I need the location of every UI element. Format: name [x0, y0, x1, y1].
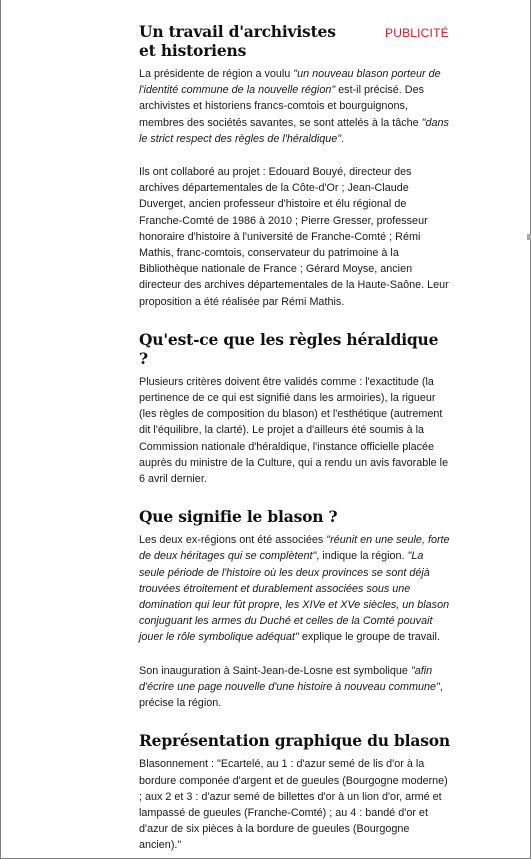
- article-paragraph: [139, 663, 451, 712]
- quote-text: "afin d'écrire une page nouvelle d'une histoire à nouveau commune": [139, 664, 440, 693]
- paragraph-text: est-il précisé. Des archivistes et historiens francs-comtois et bourguignons, membres des sociétés savantes, se sont attelés à la tâche: [139, 84, 424, 129]
- quote-text: "La seule période de l'histoire où les deux provinces se sont déjà trouvées étroitement et durablement associées sous une domination qui leur fût propre, les XIVe et XVe siècles, un blason conjuguant les armes du Duché et celles de la Comté pouvait jouer le rôle symbolique adéquat": [139, 550, 450, 644]
- advertisement-label: PUBLICITÉ: [385, 26, 449, 40]
- quote-text: "un nouveau blason porteur de l'identité commune de la nouvelle région": [139, 68, 441, 97]
- paragraph-text: La présidente de région a voulu: [139, 68, 294, 80]
- paragraph-text: Blasonnement : "Ecartelé, au 1 : d'azur semé de lis d'or à la bordure componée d'argent et de gueules (Bourgogne moderne) ; aux 2 et 3 : d'azur semé de billettes d'or à un lion d'or, armé et lampassé de gueules (Franche-Comté) ; au 4 : bandé d'or et d'azur de six pièces à la bordure de gueules (Bourgogne ancien).": [139, 758, 448, 852]
- article-paragraph: [139, 532, 451, 645]
- section-heading: Représentation graphique du blason: [139, 731, 450, 751]
- paragraph-text: Les deux ex-régions ont été associées: [139, 534, 327, 547]
- scrollbar-thumb[interactable]: [527, 234, 531, 240]
- paragraph-text: .: [341, 132, 345, 145]
- article-paragraph: [139, 164, 451, 310]
- paragraph-text: Plusieurs critères doivent être validés comme : l'exactitude (la pertinence de ce qui est signifié dans les armoiries), la rigueur (les règles de composition du blason) et l'esthétique (autrement dit l'équilibre, la clarté). Le projet a d'ailleurs été soumis à la Commission nationale d'héraldique, l'instance officielle placée auprès du ministre de la Culture, qui a rendu un avis favorable le 6 avril dernier.: [139, 375, 449, 486]
- quote-text: "réunit en une seule, forte de deux héritages qui se complètent": [139, 534, 450, 563]
- paragraph-text: Son inauguration à Saint-Jean-de-Losne est symbolique: [139, 664, 411, 677]
- quote-text: "dans le strict respect des règles de l'héraldique": [139, 116, 449, 145]
- article-paragraph: [139, 66, 451, 147]
- paragraph-text: Ils ont collaboré au projet : Edouard Bouyé, directeur des archives départementales de la Côte-d'Or ; Jean-Claude Duverget, ancien professeur d'histoire et élu régional de Franche-Comté de 1986 à 2010 ; Pierre Gresser, professeur honoraire d'histoire à l'université de Franche-Comté ; Rémi Mathis, franc-comtois, conservateur du patrimoine à la Bibliothèque nationale de France ; Gérard Moyse, ancien directeur des archives départementales de la Haute-Saône. Leur proposition a été réalisée par Rémi Mathis.: [139, 166, 449, 308]
- article-paragraph: [139, 756, 451, 853]
- paragraph-text: , indique la région.: [316, 550, 408, 563]
- article-body: [139, 22, 451, 854]
- section-heading: Que signifie le blason ?: [139, 507, 338, 527]
- article-paragraph: [139, 374, 451, 487]
- paragraph-text: , précise la région.: [139, 680, 443, 710]
- section-heading: Un travail d'archivistes et historiens: [139, 22, 336, 60]
- paragraph-text: explique le groupe de travail.: [298, 631, 440, 644]
- section-heading: Qu'est-ce que les règles héraldique ?: [139, 329, 439, 368]
